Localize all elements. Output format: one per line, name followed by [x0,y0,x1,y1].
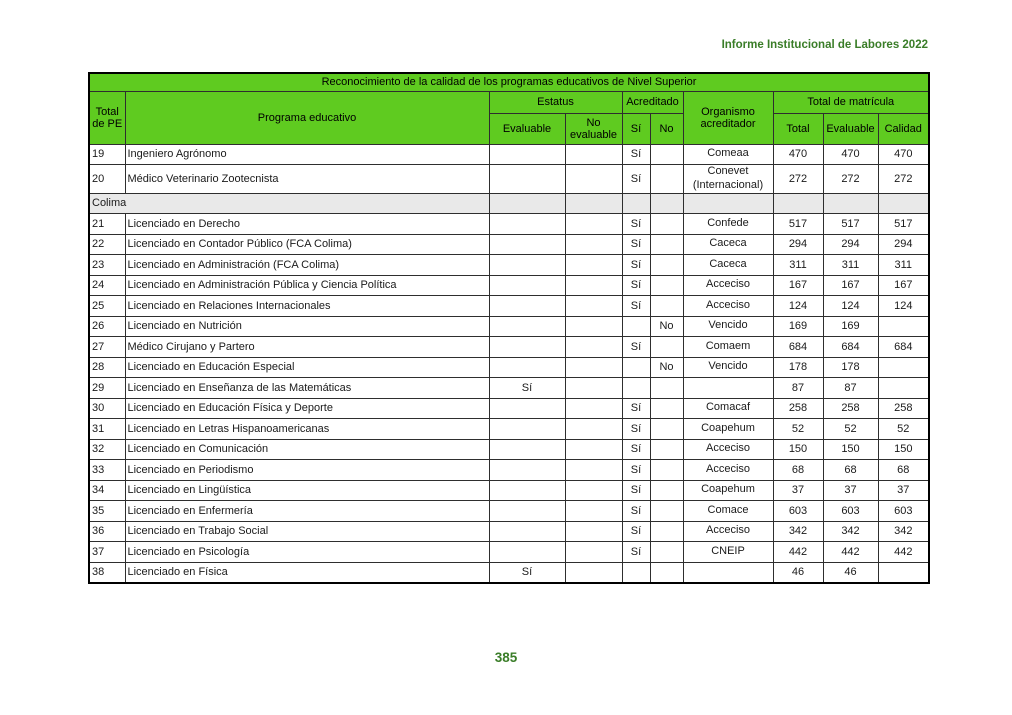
cell-calidad: 167 [878,275,929,296]
cell-total: 37 [773,480,823,501]
table-row [89,165,929,194]
table-row [89,542,929,563]
cell-no [650,419,683,440]
cell-organismo: Acceciso [683,275,773,296]
cell-calidad: 272 [878,165,929,194]
cell-evaluable [489,144,565,165]
cell-programa: Médico Cirujano y Partero [125,337,489,358]
cell-evaluable [489,357,565,378]
table-header [89,73,929,144]
cell-n: 34 [89,480,125,501]
cell-no [650,398,683,419]
report-header-title: Informe Institucional de Labores 2022 [721,39,928,51]
cell-no [650,460,683,481]
cell-no-evaluable [565,419,622,440]
cell-total: 178 [773,357,823,378]
cell-organismo: Vencido [683,316,773,337]
section-empty-cell [773,193,823,214]
col-header-no-evaluable: No evaluable [565,113,622,144]
cell-evaluable2: 150 [823,439,878,460]
table-row [89,255,929,276]
section-empty-cell [650,193,683,214]
cell-calidad: 37 [878,480,929,501]
cell-programa: Licenciado en Nutrición [125,316,489,337]
cell-organismo: Coapehum [683,419,773,440]
cell-no-evaluable [565,234,622,255]
cell-no-evaluable [565,214,622,235]
cell-organismo: Comeaa [683,144,773,165]
cell-si: Sí [622,439,650,460]
cell-total: 311 [773,255,823,276]
table-title: Reconocimiento de la calidad de los programas educativos de Nivel Superior [89,73,929,91]
cell-si: Sí [622,255,650,276]
cell-organismo: Confede [683,214,773,235]
cell-no [650,255,683,276]
cell-no [650,214,683,235]
cell-n: 28 [89,357,125,378]
col-header-estatus: Estatus [489,91,622,113]
cell-programa: Licenciado en Física [125,562,489,583]
col-header-matricula-evaluable: Evaluable [823,113,878,144]
cell-evaluable2: 46 [823,562,878,583]
cell-calidad: 52 [878,419,929,440]
cell-evaluable [489,296,565,317]
cell-calidad: 150 [878,439,929,460]
cell-total: 68 [773,460,823,481]
cell-calidad: 311 [878,255,929,276]
cell-organismo: Vencido [683,357,773,378]
cell-organismo [683,562,773,583]
table-title-row [89,73,929,91]
cell-total: 167 [773,275,823,296]
cell-no-evaluable [565,255,622,276]
cell-n: 20 [89,165,125,194]
cell-si: Sí [622,501,650,522]
cell-programa: Licenciado en Enfermería [125,501,489,522]
cell-total: 169 [773,316,823,337]
header-row-1 [89,91,929,113]
cell-evaluable2: 311 [823,255,878,276]
cell-si: Sí [622,296,650,317]
cell-evaluable [489,337,565,358]
cell-n: 32 [89,439,125,460]
col-header-organismo: Organismo acreditador [683,91,773,144]
cell-calidad: 258 [878,398,929,419]
cell-calidad: 68 [878,460,929,481]
table-row [89,419,929,440]
cell-calidad: 124 [878,296,929,317]
section-empty-cell [683,193,773,214]
cell-n: 30 [89,398,125,419]
section-empty-cell [878,193,929,214]
cell-no-evaluable [565,296,622,317]
cell-no-evaluable [565,542,622,563]
cell-n: 29 [89,378,125,399]
col-header-matricula-total: Total [773,113,823,144]
cell-evaluable2: 37 [823,480,878,501]
cell-evaluable2: 87 [823,378,878,399]
section-empty-cell [565,193,622,214]
cell-evaluable2: 167 [823,275,878,296]
cell-n: 36 [89,521,125,542]
cell-total: 272 [773,165,823,194]
cell-programa: Licenciado en Lingüística [125,480,489,501]
cell-n: 22 [89,234,125,255]
cell-organismo [683,378,773,399]
cell-n: 21 [89,214,125,235]
cell-n: 38 [89,562,125,583]
cell-calidad [878,357,929,378]
cell-programa: Licenciado en Derecho [125,214,489,235]
table-row [89,234,929,255]
cell-calidad: 442 [878,542,929,563]
table-row [89,214,929,235]
cell-programa: Licenciado en Psicología [125,542,489,563]
page-number: 385 [494,650,518,665]
cell-evaluable2: 52 [823,419,878,440]
cell-total: 150 [773,439,823,460]
cell-no [650,296,683,317]
cell-si: Sí [622,144,650,165]
cell-evaluable [489,480,565,501]
cell-si: Sí [622,398,650,419]
cell-organismo: Comaem [683,337,773,358]
cell-no-evaluable [565,480,622,501]
cell-programa: Licenciado en Administración Pública y Ciencia Política [125,275,489,296]
section-empty-cell [489,193,565,214]
table-row [89,460,929,481]
cell-n: 24 [89,275,125,296]
quality-programs-table [88,72,930,584]
cell-n: 25 [89,296,125,317]
cell-programa: Licenciado en Periodismo [125,460,489,481]
cell-total: 52 [773,419,823,440]
cell-programa: Licenciado en Contador Público (FCA Colima) [125,234,489,255]
section-row [89,193,929,214]
cell-total: 87 [773,378,823,399]
cell-organismo: Comace [683,501,773,522]
cell-no-evaluable [565,398,622,419]
table-row [89,398,929,419]
cell-no-evaluable [565,337,622,358]
cell-total: 46 [773,562,823,583]
col-header-no: No [650,113,683,144]
cell-no [650,562,683,583]
cell-calidad: 294 [878,234,929,255]
cell-organismo: Acceciso [683,296,773,317]
cell-calidad: 517 [878,214,929,235]
cell-total: 517 [773,214,823,235]
cell-si: Sí [622,419,650,440]
cell-programa: Licenciado en Relaciones Internacionales [125,296,489,317]
cell-no-evaluable [565,316,622,337]
cell-calidad: 684 [878,337,929,358]
cell-evaluable2: 603 [823,501,878,522]
cell-no [650,521,683,542]
cell-no [650,480,683,501]
cell-evaluable [489,419,565,440]
cell-organismo: Comacaf [683,398,773,419]
cell-calidad [878,562,929,583]
cell-calidad [878,316,929,337]
col-header-total-pe: Total de PE [89,91,125,144]
cell-si [622,378,650,399]
cell-total: 442 [773,542,823,563]
cell-evaluable2: 470 [823,144,878,165]
cell-n: 37 [89,542,125,563]
section-label: Colima [89,193,489,214]
cell-total: 470 [773,144,823,165]
cell-organismo: Coapehum [683,480,773,501]
section-empty-cell [823,193,878,214]
cell-evaluable [489,439,565,460]
cell-total: 684 [773,337,823,358]
table-row [89,501,929,522]
cell-no: No [650,316,683,337]
cell-no [650,542,683,563]
section-empty-cell [622,193,650,214]
table-row [89,316,929,337]
cell-evaluable [489,316,565,337]
cell-organismo: Acceciso [683,460,773,481]
cell-si: Sí [622,480,650,501]
cell-organismo: Caceca [683,234,773,255]
cell-no-evaluable [565,275,622,296]
cell-programa: Médico Veterinario Zootecnista [125,165,489,194]
cell-no-evaluable [565,165,622,194]
cell-programa: Licenciado en Enseñanza de las Matemáticas [125,378,489,399]
cell-no [650,234,683,255]
cell-no [650,439,683,460]
cell-calidad: 470 [878,144,929,165]
cell-evaluable2: 684 [823,337,878,358]
cell-evaluable: Sí [489,562,565,583]
cell-si [622,562,650,583]
table-row [89,357,929,378]
cell-evaluable2: 169 [823,316,878,337]
cell-evaluable: Sí [489,378,565,399]
cell-programa: Licenciado en Educación Especial [125,357,489,378]
table-row [89,337,929,358]
cell-calidad [878,378,929,399]
col-header-acreditado: Acreditado [622,91,683,113]
col-header-si: Sí [622,113,650,144]
cell-n: 26 [89,316,125,337]
cell-no: No [650,357,683,378]
cell-evaluable2: 68 [823,460,878,481]
cell-evaluable2: 124 [823,296,878,317]
col-header-evaluable: Evaluable [489,113,565,144]
cell-organismo: Conevet (Internacional) [683,165,773,194]
cell-organismo: Acceciso [683,439,773,460]
cell-evaluable2: 517 [823,214,878,235]
cell-si: Sí [622,214,650,235]
cell-evaluable [489,234,565,255]
cell-evaluable [489,460,565,481]
table-row [89,521,929,542]
cell-no [650,275,683,296]
cell-no-evaluable [565,562,622,583]
table-row [89,144,929,165]
cell-evaluable2: 442 [823,542,878,563]
cell-n: 31 [89,419,125,440]
cell-no [650,337,683,358]
cell-si: Sí [622,165,650,194]
cell-programa: Ingeniero Agrónomo [125,144,489,165]
cell-no [650,501,683,522]
cell-n: 19 [89,144,125,165]
cell-programa: Licenciado en Letras Hispanoamericanas [125,419,489,440]
cell-total: 603 [773,501,823,522]
cell-no-evaluable [565,501,622,522]
cell-organismo: CNEIP [683,542,773,563]
col-header-matricula: Total de matrícula [773,91,929,113]
cell-evaluable2: 294 [823,234,878,255]
cell-n: 35 [89,501,125,522]
cell-no [650,378,683,399]
cell-si: Sí [622,275,650,296]
table-row [89,562,929,583]
cell-calidad: 342 [878,521,929,542]
cell-evaluable [489,255,565,276]
cell-evaluable2: 272 [823,165,878,194]
cell-programa: Licenciado en Trabajo Social [125,521,489,542]
cell-total: 294 [773,234,823,255]
cell-n: 27 [89,337,125,358]
table-row [89,480,929,501]
table-row [89,275,929,296]
col-header-programa: Programa educativo [125,91,489,144]
cell-si [622,357,650,378]
cell-n: 33 [89,460,125,481]
cell-organismo: Caceca [683,255,773,276]
cell-evaluable [489,275,565,296]
col-header-matricula-calidad: Calidad [878,113,929,144]
cell-programa: Licenciado en Educación Física y Deporte [125,398,489,419]
cell-si: Sí [622,337,650,358]
cell-no-evaluable [565,357,622,378]
cell-n: 23 [89,255,125,276]
cell-total: 258 [773,398,823,419]
cell-evaluable [489,214,565,235]
cell-si [622,316,650,337]
cell-evaluable [489,542,565,563]
cell-evaluable [489,501,565,522]
cell-programa: Licenciado en Administración (FCA Colima) [125,255,489,276]
cell-programa: Licenciado en Comunicación [125,439,489,460]
cell-evaluable [489,521,565,542]
table-row [89,296,929,317]
cell-evaluable2: 258 [823,398,878,419]
cell-no-evaluable [565,460,622,481]
table-row [89,378,929,399]
cell-calidad: 603 [878,501,929,522]
cell-si: Sí [622,542,650,563]
cell-si: Sí [622,460,650,481]
cell-no-evaluable [565,144,622,165]
cell-si: Sí [622,234,650,255]
cell-no-evaluable [565,378,622,399]
cell-evaluable2: 178 [823,357,878,378]
cell-no [650,144,683,165]
cell-total: 342 [773,521,823,542]
table-body [89,144,929,583]
cell-no-evaluable [565,439,622,460]
cell-organismo: Acceciso [683,521,773,542]
cell-evaluable2: 342 [823,521,878,542]
cell-si: Sí [622,521,650,542]
cell-no [650,165,683,194]
cell-evaluable [489,165,565,194]
cell-evaluable [489,398,565,419]
cell-total: 124 [773,296,823,317]
cell-no-evaluable [565,521,622,542]
table-row [89,439,929,460]
